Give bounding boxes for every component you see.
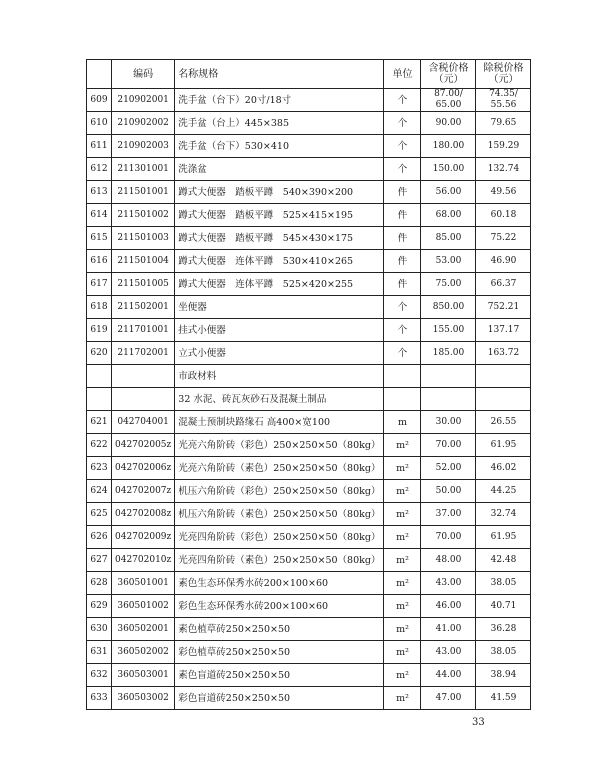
row-code: 360501001 [112,572,175,595]
row-code [112,388,175,411]
row-unit: 件 [384,250,421,273]
row-no: 616 [87,250,112,273]
row-name: 光亮六角阶砖（彩色）250×250×50（80kg） [175,434,384,457]
row-price-pretax: 26.55 [476,411,531,434]
row-name: 机压六角阶砖（素色）250×250×50（80kg） [175,503,384,526]
row-price-tax: 37.00 [421,503,476,526]
table-row [87,112,531,135]
row-price-pretax: 38.94 [476,664,531,687]
row-price-tax [421,388,476,411]
row-no: 613 [87,181,112,204]
row-code: 211501005 [112,273,175,296]
row-code: 360503001 [112,664,175,687]
header-no [87,60,112,89]
table-row [87,250,531,273]
row-no: 611 [87,135,112,158]
row-price-tax: 46.00 [421,595,476,618]
table-row [87,687,531,710]
row-name: 立式小便器 [175,342,384,365]
row-no: 630 [87,618,112,641]
row-name: 洗手盆（台上）445×385 [175,112,384,135]
table-row [87,388,531,411]
row-price-pretax [476,365,531,388]
row-name: 彩色生态环保秀水砖200×100×60 [175,595,384,618]
row-no: 625 [87,503,112,526]
row-price-pretax: 137.17 [476,319,531,342]
row-price-pretax: 36.28 [476,618,531,641]
row-unit: m² [384,457,421,480]
row-price-pretax: 752.21 [476,296,531,319]
row-price-tax: 75.00 [421,273,476,296]
row-code: 042702006z [112,457,175,480]
row-price-pretax: 60.18 [476,204,531,227]
row-name: 蹲式大便器 踏板平蹲 525×415×195 [175,204,384,227]
row-no: 623 [87,457,112,480]
row-unit: m² [384,595,421,618]
table-row [87,641,531,664]
row-price-pretax: 132.74 [476,158,531,181]
table-row [87,319,531,342]
row-price-tax: 185.00 [421,342,476,365]
row-name: 光亮四角阶砖（彩色）250×250×50（80kg） [175,526,384,549]
row-price-pretax: 75.22 [476,227,531,250]
row-name: 素色盲道砖250×250×50 [175,664,384,687]
header-code: 编码 [112,60,175,89]
row-code: 211501004 [112,250,175,273]
table-row [87,480,531,503]
row-unit: m² [384,503,421,526]
row-price-pretax: 159.29 [476,135,531,158]
row-no: 609 [87,89,112,112]
row-unit: 件 [384,204,421,227]
row-price-pretax: 66.37 [476,273,531,296]
row-name: 素色植草砖250×250×50 [175,618,384,641]
row-price-tax: 48.00 [421,549,476,572]
row-price-pretax: 41.59 [476,687,531,710]
table-row [87,227,531,250]
row-price-tax: 850.00 [421,296,476,319]
row-price-tax: 70.00 [421,434,476,457]
row-no: 621 [87,411,112,434]
table-row [87,365,531,388]
row-unit: 个 [384,296,421,319]
row-no: 614 [87,204,112,227]
row-no: 627 [87,549,112,572]
row-price-pretax: 40.71 [476,595,531,618]
row-price-tax: 85.00 [421,227,476,250]
row-no: 628 [87,572,112,595]
table-row [87,204,531,227]
header-price-tax: 含税价格 （元） [421,60,476,89]
row-name: 洗手盆（台下）20寸/18寸 [175,89,384,112]
row-unit: m² [384,572,421,595]
row-no: 626 [87,526,112,549]
row-code: 211501001 [112,181,175,204]
row-name: 素色生态环保秀水砖200×100×60 [175,572,384,595]
row-price-pretax: 49.56 [476,181,531,204]
row-unit: m² [384,434,421,457]
row-code: 210902002 [112,112,175,135]
row-price-tax: 68.00 [421,204,476,227]
row-code: 360502001 [112,618,175,641]
row-price-pretax: 163.72 [476,342,531,365]
row-unit: m² [384,549,421,572]
row-unit: 个 [384,89,421,112]
row-name: 蹲式大便器 踏板平蹲 540×390×200 [175,181,384,204]
row-name: 彩色植草砖250×250×50 [175,641,384,664]
table-header-row [87,60,531,89]
row-unit: 个 [384,319,421,342]
row-code: 042704001 [112,411,175,434]
row-unit [384,388,421,411]
row-code: 042702008z [112,503,175,526]
row-price-tax: 41.00 [421,618,476,641]
table-row [87,158,531,181]
row-unit: m² [384,618,421,641]
row-price-pretax: 38.05 [476,572,531,595]
row-price-pretax: 44.25 [476,480,531,503]
table-row [87,618,531,641]
row-unit: 件 [384,273,421,296]
table-row [87,296,531,319]
table-row [87,273,531,296]
row-name: 蹲式大便器 踏板平蹲 545×430×175 [175,227,384,250]
row-name: 光亮四角阶砖（素色）250×250×50（80kg） [175,549,384,572]
row-price-tax: 90.00 [421,112,476,135]
row-price-pretax: 61.95 [476,434,531,457]
row-code: 042702007z [112,480,175,503]
row-name: 洗涤盆 [175,158,384,181]
row-unit: m [384,411,421,434]
row-price-pretax: 79.65 [476,112,531,135]
row-no [87,365,112,388]
row-code: 042702005z [112,434,175,457]
row-unit: 件 [384,181,421,204]
row-code: 211301001 [112,158,175,181]
table-row [87,664,531,687]
row-no: 624 [87,480,112,503]
row-code: 210902001 [112,89,175,112]
table-row [87,526,531,549]
table-row [87,411,531,434]
row-price-tax: 155.00 [421,319,476,342]
table-row [87,457,531,480]
row-no: 620 [87,342,112,365]
table-row [87,342,531,365]
row-price-tax: 52.00 [421,457,476,480]
row-no: 617 [87,273,112,296]
row-no: 633 [87,687,112,710]
row-unit: m² [384,664,421,687]
row-no: 631 [87,641,112,664]
row-name: 蹲式大便器 连体平蹲 525×420×255 [175,273,384,296]
row-price-tax: 44.00 [421,664,476,687]
row-no: 632 [87,664,112,687]
row-price-tax: 70.00 [421,526,476,549]
row-name: 坐便器 [175,296,384,319]
row-name: 市政材料 [175,365,384,388]
row-code: 360503002 [112,687,175,710]
row-no: 612 [87,158,112,181]
page-number: 33 [472,717,485,728]
table-row [87,503,531,526]
row-price-tax: 56.00 [421,181,476,204]
row-price-tax: 47.00 [421,687,476,710]
table-row [87,135,531,158]
row-name: 混凝土预制块路缘石 高400×宽100 [175,411,384,434]
row-price-tax: 53.00 [421,250,476,273]
row-price-tax: 30.00 [421,411,476,434]
row-unit: m² [384,687,421,710]
row-no: 610 [87,112,112,135]
row-no [87,388,112,411]
row-name: 挂式小便器 [175,319,384,342]
header-name: 名称规格 [175,60,384,89]
row-name: 蹲式大便器 连体平蹲 530×410×265 [175,250,384,273]
row-unit: m² [384,641,421,664]
row-no: 622 [87,434,112,457]
row-price-tax: 43.00 [421,572,476,595]
row-code [112,365,175,388]
row-name: 机压六角阶砖（彩色）250×250×50（80kg） [175,480,384,503]
table-row [87,572,531,595]
row-code: 042702009z [112,526,175,549]
row-price-pretax: 46.02 [476,457,531,480]
row-code: 211502001 [112,296,175,319]
header-price-pretax: 除税价格 （元） [476,60,531,89]
row-no: 618 [87,296,112,319]
row-unit: 个 [384,112,421,135]
row-code: 211702001 [112,342,175,365]
row-no: 619 [87,319,112,342]
row-price-pretax: 42.48 [476,549,531,572]
price-table [86,59,531,710]
price-table-body [87,60,531,710]
table-row [87,181,531,204]
row-name: 洗手盆（台下）530×410 [175,135,384,158]
row-unit: 个 [384,135,421,158]
row-price-tax [421,365,476,388]
row-price-tax: 43.00 [421,641,476,664]
row-unit: 个 [384,342,421,365]
row-unit: 个 [384,158,421,181]
table-row [87,434,531,457]
row-price-pretax: 74.35/ 55.56 [476,89,531,112]
row-code: 211701001 [112,319,175,342]
row-unit: m² [384,526,421,549]
row-code: 360501002 [112,595,175,618]
row-price-tax: 50.00 [421,480,476,503]
row-unit: 件 [384,227,421,250]
row-unit [384,365,421,388]
row-code: 211501002 [112,204,175,227]
table-row [87,595,531,618]
row-name: 彩色盲道砖250×250×50 [175,687,384,710]
row-price-pretax: 61.95 [476,526,531,549]
table-row [87,89,531,112]
row-code: 211501003 [112,227,175,250]
table-row [87,549,531,572]
row-code: 042702010z [112,549,175,572]
row-price-tax: 180.00 [421,135,476,158]
row-price-tax: 87.00/ 65.00 [421,89,476,112]
row-price-pretax: 32.74 [476,503,531,526]
row-price-pretax: 38.05 [476,641,531,664]
header-unit: 单位 [384,60,421,89]
row-no: 629 [87,595,112,618]
row-unit: m² [384,480,421,503]
row-price-tax: 150.00 [421,158,476,181]
row-name: 32 水泥、砖瓦灰砂石及混凝土制品 [175,388,384,411]
row-no: 615 [87,227,112,250]
row-name: 光亮六角阶砖（素色）250×250×50（80kg） [175,457,384,480]
row-code: 360502002 [112,641,175,664]
row-code: 210902003 [112,135,175,158]
price-table-container [86,59,531,710]
row-price-pretax: 46.90 [476,250,531,273]
row-price-pretax [476,388,531,411]
